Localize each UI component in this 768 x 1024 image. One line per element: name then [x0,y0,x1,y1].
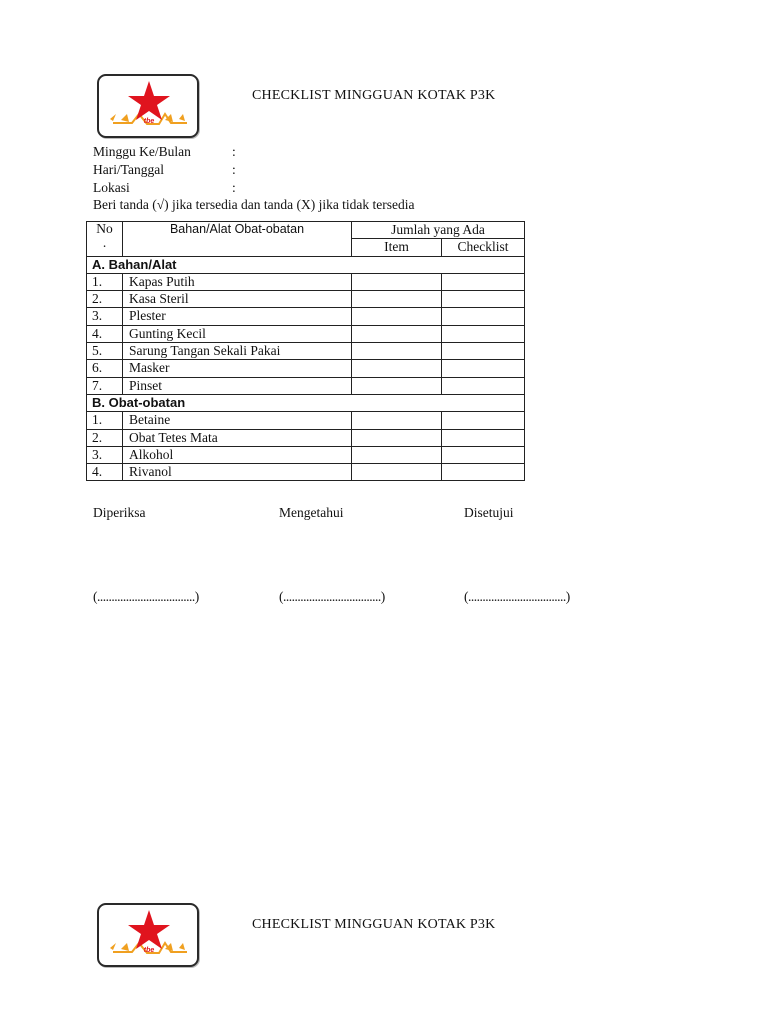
row-no: 6. [87,360,123,377]
row-no: 7. [87,377,123,394]
table-row [87,446,525,463]
row-no: 4. [87,464,123,481]
row-item-cell[interactable] [352,377,442,394]
row-no: 3. [87,308,123,325]
table-row [87,360,525,377]
field-label-minggu: Minggu Ke/Bulan [93,144,191,159]
row-item-cell[interactable] [352,273,442,290]
section-title-a: A. Bahan/Alat [87,256,525,273]
page2-title: CHECKLIST MINGGUAN KOTAK P3K [252,917,496,932]
row-checklist-cell[interactable] [442,377,525,394]
row-name: Kapas Putih [123,273,352,290]
row-no: 2. [87,429,123,446]
row-item-cell[interactable] [352,343,442,360]
field-colon-minggu: : [232,144,236,159]
row-item-cell[interactable] [352,325,442,342]
row-no: 3. [87,446,123,463]
row-name: Alkohol [123,446,352,463]
row-checklist-cell[interactable] [442,360,525,377]
section-title-b: B. Obat-obatan [87,394,525,411]
red-star-logo-icon [99,76,197,136]
table-header-row [87,222,525,239]
company-logo-page2 [97,903,199,967]
signature-line-disetujui: (..................................) [464,589,570,604]
section-row-b [87,394,525,411]
row-no: 2. [87,291,123,308]
table-row [87,273,525,290]
table-row [87,291,525,308]
svg-text:tbe: tbe [143,118,155,125]
row-checklist-cell[interactable] [442,291,525,308]
red-star-logo-icon [99,905,197,965]
row-name: Plester [123,308,352,325]
row-no: 5. [87,343,123,360]
row-checklist-cell[interactable] [442,429,525,446]
row-no: 1. [87,412,123,429]
table-row [87,412,525,429]
row-item-cell[interactable] [352,429,442,446]
row-checklist-cell[interactable] [442,343,525,360]
row-name: Betaine [123,412,352,429]
row-item-cell[interactable] [352,308,442,325]
table-row [87,325,525,342]
section-row-a [87,256,525,273]
row-checklist-cell[interactable] [442,325,525,342]
row-checklist-cell[interactable] [442,273,525,290]
header-item: Item [352,239,442,256]
company-logo [97,74,199,138]
row-checklist-cell[interactable] [442,446,525,463]
row-checklist-cell[interactable] [442,464,525,481]
table-row [87,343,525,360]
header-checklist: Checklist [442,239,525,256]
field-label-hari: Hari/Tanggal [93,162,165,177]
table-row [87,464,525,481]
row-name: Rivanol [123,464,352,481]
row-checklist-cell[interactable] [442,412,525,429]
row-name: Pinset [123,377,352,394]
row-item-cell[interactable] [352,360,442,377]
header-name: Bahan/Alat Obat-obatan [123,222,352,257]
header-no-top: No [96,221,113,236]
row-name: Masker [123,360,352,377]
page-title: CHECKLIST MINGGUAN KOTAK P3K [252,88,496,103]
table-row [87,429,525,446]
header-group: Jumlah yang Ada [352,222,525,239]
row-checklist-cell[interactable] [442,308,525,325]
svg-text:tbe: tbe [143,947,155,954]
header-no [87,222,123,257]
row-name: Gunting Kecil [123,325,352,342]
header-no-bottom: . [102,235,107,250]
signature-label-diperiksa: Diperiksa [93,505,146,520]
row-no: 1. [87,273,123,290]
field-label-lokasi: Lokasi [93,180,130,195]
row-name: Sarung Tangan Sekali Pakai [123,343,352,360]
instruction-text: Beri tanda (√) jika tersedia dan tanda (X) jika tidak tersedia [93,197,415,212]
field-colon-lokasi: : [232,180,236,195]
signature-line-diperiksa: (..................................) [93,589,199,604]
signature-line-mengetahui: (..................................) [279,589,385,604]
row-no: 4. [87,325,123,342]
row-item-cell[interactable] [352,412,442,429]
row-name: Obat Tetes Mata [123,429,352,446]
row-name: Kasa Steril [123,291,352,308]
row-item-cell[interactable] [352,464,442,481]
signature-label-mengetahui: Mengetahui [279,505,344,520]
field-colon-hari: : [232,162,236,177]
table-row [87,377,525,394]
row-item-cell[interactable] [352,291,442,308]
row-item-cell[interactable] [352,446,442,463]
signature-label-disetujui: Disetujui [464,505,514,520]
checklist-table [86,221,525,481]
table-row [87,308,525,325]
